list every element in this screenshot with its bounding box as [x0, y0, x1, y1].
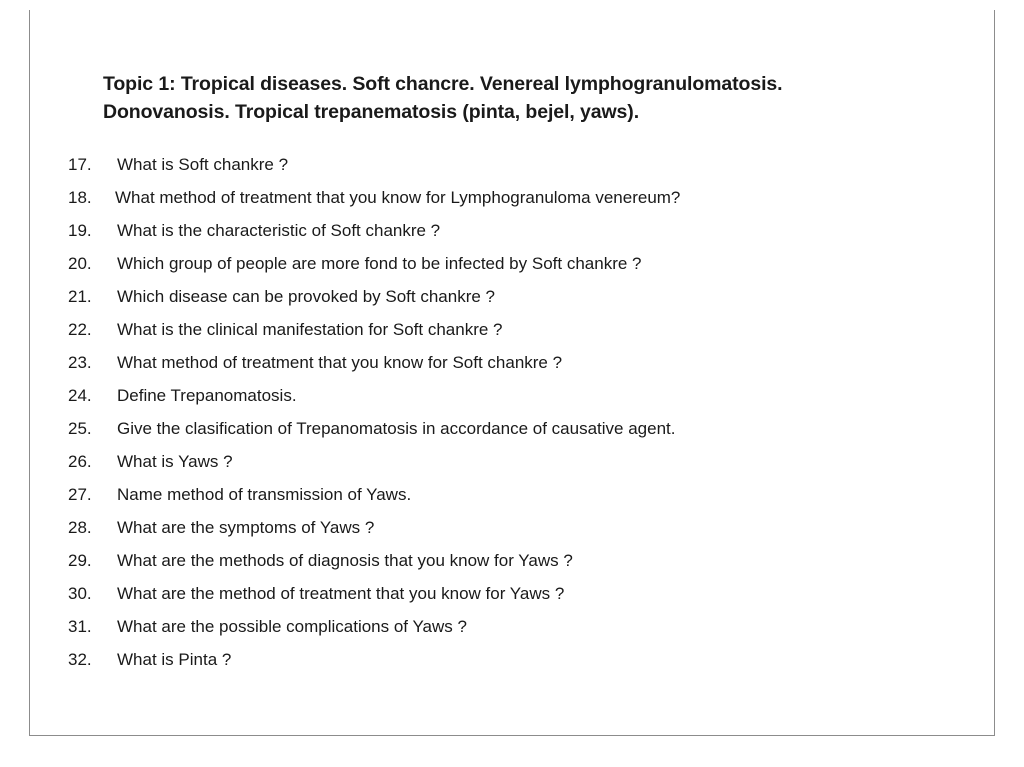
question-text: What are the possible complications of Yaws ? — [117, 617, 467, 636]
question-text: What is Yaws ? — [117, 452, 233, 471]
question-number: 23. — [68, 353, 92, 372]
question-text: What is Pinta ? — [117, 650, 232, 669]
question-number: 24. — [68, 386, 92, 405]
question-text: Name method of transmission of Yaws. — [117, 485, 412, 504]
question-text: What are the methods of diagnosis that you know for Yaws ? — [117, 551, 573, 570]
question-number: 32. — [68, 650, 92, 669]
question-text: Which disease can be provoked by Soft chankre ? — [117, 287, 495, 306]
question-text: What is the clinical manifestation for Soft chankre ? — [117, 320, 503, 339]
question-number: 30. — [68, 584, 92, 603]
question-text: What are the method of treatment that you know for Yaws ? — [117, 584, 565, 603]
question-number: 21. — [68, 287, 92, 306]
question-number: 18. — [68, 188, 92, 207]
title-line-2: Donovanosis. Tropical trepanematosis (pinta, bejel, yaws). — [103, 101, 640, 123]
question-number: 26. — [68, 452, 92, 471]
question-text: What is the characteristic of Soft chankre ? — [117, 221, 441, 240]
question-number: 25. — [68, 419, 92, 438]
question-text: What method of treatment that you know for Lymphogranuloma venereum? — [115, 188, 681, 207]
question-number: 31. — [68, 617, 92, 636]
question-number: 19. — [68, 221, 92, 240]
document-title — [103, 70, 963, 126]
question-number: 17. — [68, 155, 92, 174]
question-text: Give the clasification of Trepanomatosis in accordance of causative agent. — [117, 419, 676, 438]
title-line-1: Topic 1: Tropical diseases. Soft chancre. Venereal lymphogranulomatosis. — [103, 73, 783, 95]
question-number: 22. — [68, 320, 92, 339]
question-number: 28. — [68, 518, 92, 537]
question-number: 29. — [68, 551, 92, 570]
question-number: 27. — [68, 485, 92, 504]
question-text: Define Trepanomatosis. — [117, 386, 297, 405]
question-text: What is Soft chankre ? — [117, 155, 289, 174]
question-number: 20. — [68, 254, 92, 273]
question-text: Which group of people are more fond to be infected by Soft chankre ? — [117, 254, 642, 273]
question-text: What are the symptoms of Yaws ? — [117, 518, 375, 537]
question-text: What method of treatment that you know for Soft chankre ? — [117, 353, 563, 372]
